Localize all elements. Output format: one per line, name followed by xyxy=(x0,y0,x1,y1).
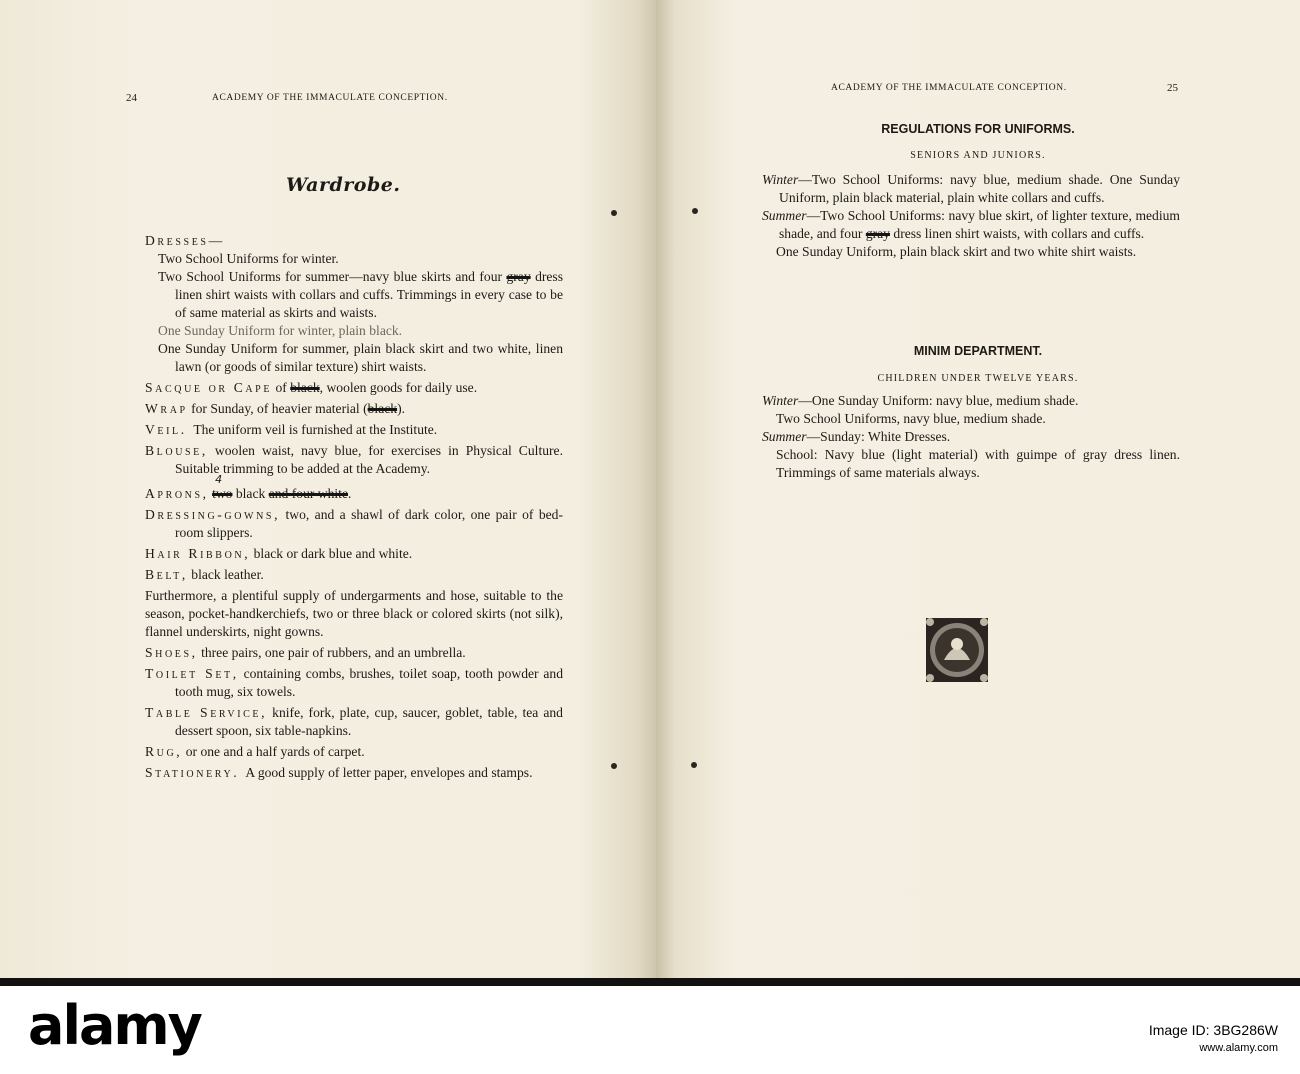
text-segment: Shoes, xyxy=(145,645,198,660)
section-subheading: CHILDREN UNDER TWELVE YEARS. xyxy=(877,373,1079,384)
text-segment: three pairs, one pair of rubbers, and an umbrella. xyxy=(201,645,466,660)
watermark-url: www.alamy.com xyxy=(1199,1042,1278,1054)
text-segment: Belt, xyxy=(145,567,188,582)
text-segment: or one and a half yards of carpet. xyxy=(185,744,365,759)
dresses-label: Dresses— xyxy=(145,233,225,248)
entry-blouse xyxy=(145,442,563,478)
text-segment: ). xyxy=(397,401,406,416)
text-segment: Wrap xyxy=(145,401,188,416)
text-segment: Dressing-gowns, xyxy=(145,507,281,522)
left-page xyxy=(0,0,656,982)
text-segment: Summer xyxy=(762,429,807,444)
running-head: ACADEMY OF THE IMMACULATE CONCEPTION. xyxy=(212,93,448,103)
entry-table-service xyxy=(145,704,563,740)
entry-aprons xyxy=(145,473,563,503)
struck-word: gray xyxy=(865,226,890,241)
struck-word: black xyxy=(290,380,320,395)
text-segment: Toilet Set, xyxy=(145,666,239,681)
text-segment: Veil. xyxy=(145,422,187,437)
struck-phrase: and four white xyxy=(268,486,348,501)
punch-hole xyxy=(611,763,617,769)
entry-dressing-gowns xyxy=(145,506,563,542)
list-item: Two School Uniforms for winter. xyxy=(158,251,339,266)
page-number: 25 xyxy=(1167,82,1178,94)
summer-entry xyxy=(762,428,1180,446)
text-segment: Winter xyxy=(762,172,799,187)
minim-section xyxy=(762,392,1180,482)
entry-furthermore: Furthermore, a plentiful supply of undergarments and hose, suitable to the season, pocket-handkerchiefs, two or three black or colored skirts (not silk), flannel underskirts, night gowns. xyxy=(145,588,563,639)
text-segment: two, and a shawl of dark color, one pair of bed-room slippers. xyxy=(175,507,563,540)
summer-entry xyxy=(762,207,1180,243)
text-segment: Stationery. xyxy=(145,765,240,780)
struck-word: two xyxy=(212,486,233,501)
running-head: ACADEMY OF THE IMMACULATE CONCEPTION. xyxy=(831,83,1067,93)
entry-stationery xyxy=(145,764,563,782)
seniors-section xyxy=(762,171,1180,261)
winter-entry-2: Two School Uniforms, navy blue, medium shade. xyxy=(776,411,1046,426)
text-segment: woolen waist, navy blue, for exercises in Physical Culture. Suitable trimming to be added at the Academy. xyxy=(175,443,563,476)
handwritten-correction: 4 xyxy=(215,473,223,486)
section-subheading: SENIORS AND JUNIORS. xyxy=(910,150,1046,161)
ornament-icon xyxy=(924,616,990,684)
text-segment: dress linen shirt waists, with collars and cuffs. xyxy=(893,226,1145,241)
entry-veil xyxy=(145,421,563,439)
text-segment: —Two School Uniforms: navy blue skirt, of lighter texture, medium shade, and four xyxy=(779,208,1180,241)
summer-sunday: One Sunday Uniform, plain black skirt and two white shirt waists. xyxy=(776,244,1137,259)
image-id: Image ID: 3BG286W xyxy=(1148,1022,1278,1038)
text-segment: Sacque or Cape xyxy=(145,380,273,395)
text-segment: black xyxy=(235,486,266,501)
entry-hair-ribbon xyxy=(145,545,563,563)
entry-sacque xyxy=(145,379,563,397)
punch-hole xyxy=(611,210,617,216)
text-segment: Blouse, xyxy=(145,443,208,458)
entry-wrap xyxy=(145,400,563,418)
winter-entry xyxy=(762,171,1180,207)
text-segment: , woolen goods for daily use. xyxy=(319,380,478,395)
page-title: Wardrobe. xyxy=(286,174,401,196)
text-segment: Aprons, xyxy=(145,486,209,501)
section-heading: REGULATIONS FOR UNIFORMS. xyxy=(881,122,1075,136)
watermark-bar xyxy=(0,986,1300,1074)
text-segment: —Sunday: White Dresses. xyxy=(806,429,951,444)
text-segment: Winter xyxy=(762,393,799,408)
text-segment: containing combs, brushes, toilet soap, tooth powder and tooth mug, six towels. xyxy=(175,666,563,699)
watermark-logo: alamy xyxy=(28,994,201,1057)
right-page xyxy=(656,0,1300,982)
page-number: 24 xyxy=(126,92,137,104)
text-segment: Rug, xyxy=(145,744,183,759)
struck-word: gray xyxy=(506,269,531,284)
text-segment: Two School Uniforms for summer—navy blue skirts and four xyxy=(158,269,503,284)
entry-rug xyxy=(145,743,563,761)
text-segment: . xyxy=(348,486,352,501)
struck-word: black xyxy=(367,401,398,416)
text-segment: A good supply of letter paper, envelopes and stamps. xyxy=(245,765,533,780)
text-segment: knife, fork, plate, cup, saucer, goblet, table, tea and dessert spoon, six table-napkins. xyxy=(175,705,563,738)
text-segment: —Two School Uniforms: navy blue, medium shade. One Sunday Uniform, plain black material, plain white collars and cuffs. xyxy=(779,172,1180,205)
text-segment: of xyxy=(275,380,287,395)
entry-belt xyxy=(145,566,563,584)
list-item xyxy=(158,268,563,322)
text-segment: The uniform veil is furnished at the Institute. xyxy=(193,422,438,437)
wardrobe-list xyxy=(145,232,563,782)
punch-hole xyxy=(692,208,698,214)
text-segment: black or dark blue and white. xyxy=(253,546,413,561)
winter-entry xyxy=(762,392,1180,410)
entry-shoes xyxy=(145,644,563,662)
text-segment: Summer xyxy=(762,208,807,223)
punch-hole xyxy=(691,762,697,768)
text-segment: for Sunday, of heavier material ( xyxy=(191,401,368,416)
text-segment: dress linen shirt waists with collars and cuffs. Trimmings in every case to be of same material as skirts and waists. xyxy=(175,269,564,320)
summer-entry-2: School: Navy blue (light material) with guimpe of gray dress linen. Trimmings of same materials always. xyxy=(776,447,1180,480)
section-heading: MINIM DEPARTMENT. xyxy=(913,344,1043,358)
list-item: One Sunday Uniform for summer, plain black skirt and two white, linen lawn (or goods of similar texture) shirt waists. xyxy=(158,341,563,374)
text-segment: Hair Ribbon, xyxy=(145,546,251,561)
text-segment: Table Service, xyxy=(145,705,268,720)
dresses-section xyxy=(145,232,563,376)
entry-toilet-set xyxy=(145,665,563,701)
scan-edge xyxy=(0,978,1300,986)
text-segment: black leather. xyxy=(191,567,264,582)
text-segment: —One Sunday Uniform: navy blue, medium shade. xyxy=(798,393,1079,408)
list-item: One Sunday Uniform for winter, plain black. xyxy=(158,323,403,338)
